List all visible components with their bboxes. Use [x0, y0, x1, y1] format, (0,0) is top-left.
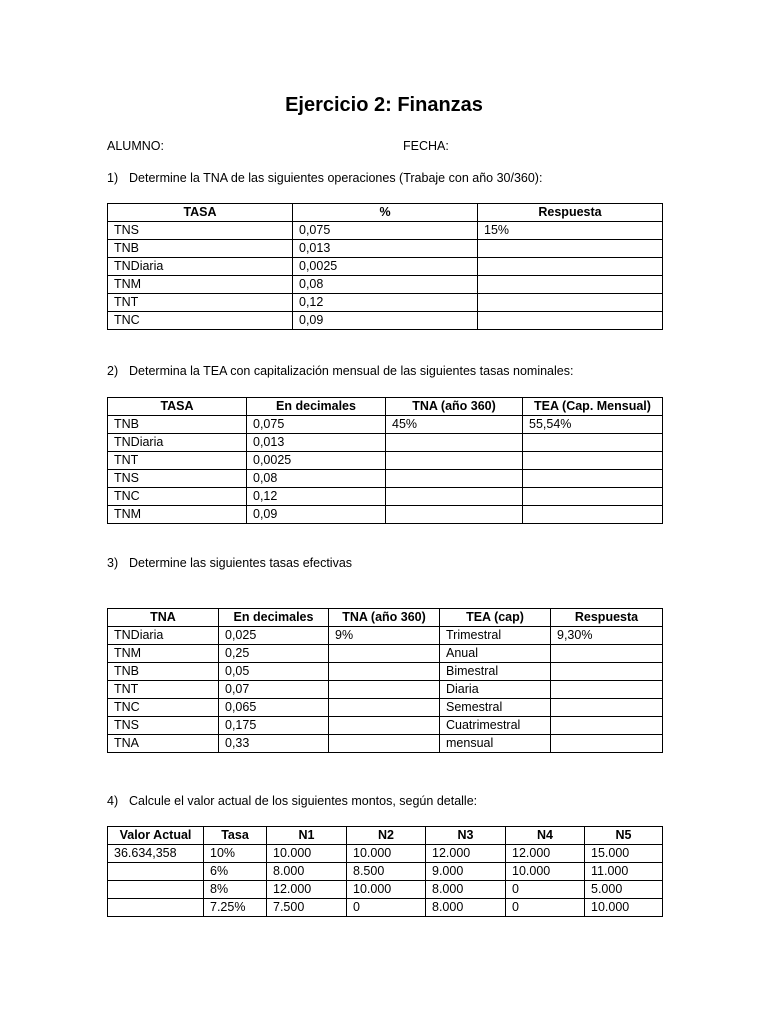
- table-cell: [329, 645, 440, 663]
- table-cell: [386, 506, 523, 524]
- table-cell: 5.000: [585, 881, 663, 899]
- table-cell: TNC: [108, 312, 293, 330]
- question-4-number: 4): [107, 794, 119, 808]
- table-cell: 10.000: [506, 863, 585, 881]
- table-cell: [108, 881, 204, 899]
- table-cell: [386, 452, 523, 470]
- table-cell: 9.000: [426, 863, 506, 881]
- question-2-text: Determina la TEA con capitalización mensual de las siguientes tasas nominales:: [129, 364, 574, 378]
- table-cell: [108, 863, 204, 881]
- table-4-header-cell: Tasa: [204, 827, 267, 845]
- table-cell: TNC: [108, 699, 219, 717]
- table-cell: TNS: [108, 222, 293, 240]
- table-cell: [523, 488, 663, 506]
- table-2-header-cell: TEA (Cap. Mensual): [523, 398, 663, 416]
- table-row: [108, 488, 663, 506]
- table-cell: 0,12: [293, 294, 478, 312]
- table-cell: 0,013: [293, 240, 478, 258]
- table-cell: 8.000: [267, 863, 347, 881]
- table-cell: [329, 699, 440, 717]
- table-cell: 0: [347, 899, 426, 917]
- table-cell: [478, 294, 663, 312]
- table-1-header-cell: TASA: [108, 204, 293, 222]
- table-cell: 0,025: [219, 627, 329, 645]
- table-cell: 9%: [329, 627, 440, 645]
- table-row: [108, 881, 663, 899]
- table-cell: TNDiaria: [108, 434, 247, 452]
- table-cell: TNC: [108, 488, 247, 506]
- table-cell: 36.634,358: [108, 845, 204, 863]
- table-cell: [551, 681, 663, 699]
- table-cell: 0,33: [219, 735, 329, 753]
- table-cell: 0,075: [293, 222, 478, 240]
- table-cell: [386, 488, 523, 506]
- table-cell: 8.000: [426, 881, 506, 899]
- table-cell: [551, 699, 663, 717]
- table-row: [108, 717, 663, 735]
- question-4-text: Calcule el valor actual de los siguientes montos, según detalle:: [129, 794, 478, 808]
- table-cell: TNDiaria: [108, 258, 293, 276]
- table-cell: [329, 717, 440, 735]
- table-cell: TNS: [108, 470, 247, 488]
- table-4-header-cell: Valor Actual: [108, 827, 204, 845]
- table-cell: 12.000: [506, 845, 585, 863]
- table-cell: 0,09: [293, 312, 478, 330]
- table-3-header-cell: En decimales: [219, 609, 329, 627]
- table-row: [108, 735, 663, 753]
- table-1-header-cell: %: [293, 204, 478, 222]
- table-cell: [386, 470, 523, 488]
- table-cell: 10.000: [347, 845, 426, 863]
- table-4-header-cell: N3: [426, 827, 506, 845]
- table-cell: 15%: [478, 222, 663, 240]
- table-row: [108, 434, 663, 452]
- table-cell: 12.000: [267, 881, 347, 899]
- table-cell: 15.000: [585, 845, 663, 863]
- table-cell: TNDiaria: [108, 627, 219, 645]
- table-cell: 0,013: [247, 434, 386, 452]
- question-3: [107, 556, 352, 570]
- table-cell: 0,0025: [247, 452, 386, 470]
- table-3-header-cell: TNA (año 360): [329, 609, 440, 627]
- table-row: [108, 312, 663, 330]
- table-2-header-cell: TASA: [108, 398, 247, 416]
- question-2-number: 2): [107, 364, 119, 378]
- table-cell: TNT: [108, 681, 219, 699]
- table-cell: TNM: [108, 276, 293, 294]
- table-cell: 7.25%: [204, 899, 267, 917]
- table-row: [108, 645, 663, 663]
- question-4: [107, 794, 477, 808]
- table-cell: [551, 717, 663, 735]
- table-1-header-row: [108, 204, 663, 222]
- table-2-header-cell: En decimales: [247, 398, 386, 416]
- table-cell: 10%: [204, 845, 267, 863]
- table-row: [108, 627, 663, 645]
- page-title: Ejercicio 2: Finanzas: [285, 94, 483, 116]
- table-cell: 11.000: [585, 863, 663, 881]
- table-cell: [523, 452, 663, 470]
- table-cell: [386, 434, 523, 452]
- table-3-header-cell: Respuesta: [551, 609, 663, 627]
- table-row: [108, 258, 663, 276]
- table-cell: 0,08: [247, 470, 386, 488]
- table-cell: 6%: [204, 863, 267, 881]
- table-cell: [329, 663, 440, 681]
- table-cell: 8.500: [347, 863, 426, 881]
- question-3-text: Determine las siguientes tasas efectivas: [129, 556, 353, 570]
- table-cell: TNA: [108, 735, 219, 753]
- table-cell: 8.000: [426, 899, 506, 917]
- table-4-header-cell: N4: [506, 827, 585, 845]
- table-cell: Anual: [440, 645, 551, 663]
- table-cell: TNT: [108, 452, 247, 470]
- question-1-text: Determine la TNA de las siguientes operaciones (Trabaje con año 30/360):: [129, 171, 543, 185]
- table-row: [108, 276, 663, 294]
- table-cell: 0,05: [219, 663, 329, 681]
- table-cell: 10.000: [347, 881, 426, 899]
- table-cell: 0,07: [219, 681, 329, 699]
- table-cell: TNM: [108, 506, 247, 524]
- table-3-header-cell: TEA (cap): [440, 609, 551, 627]
- table-cell: 9,30%: [551, 627, 663, 645]
- table-row: [108, 416, 663, 434]
- table-cell: Semestral: [440, 699, 551, 717]
- table-row: [108, 681, 663, 699]
- table-4: [107, 826, 663, 917]
- table-cell: mensual: [440, 735, 551, 753]
- table-3: [107, 608, 663, 753]
- table-cell: [329, 735, 440, 753]
- table-cell: 12.000: [426, 845, 506, 863]
- table-cell: TNB: [108, 240, 293, 258]
- table-cell: 0,25: [219, 645, 329, 663]
- table-4-header-cell: N2: [347, 827, 426, 845]
- table-row: [108, 452, 663, 470]
- table-cell: [478, 276, 663, 294]
- table-4-header-row: [108, 827, 663, 845]
- table-row: [108, 294, 663, 312]
- table-1-header-cell: Respuesta: [478, 204, 663, 222]
- table-cell: [523, 434, 663, 452]
- table-cell: 0,09: [247, 506, 386, 524]
- table-4-header-cell: N1: [267, 827, 347, 845]
- table-cell: 0,075: [247, 416, 386, 434]
- question-1-number: 1): [107, 171, 119, 185]
- table-cell: [108, 899, 204, 917]
- table-cell: Diaria: [440, 681, 551, 699]
- table-row: [108, 663, 663, 681]
- table-cell: Trimestral: [440, 627, 551, 645]
- question-1: [107, 171, 542, 185]
- table-row: [108, 506, 663, 524]
- table-cell: [523, 506, 663, 524]
- table-cell: 0,12: [247, 488, 386, 506]
- table-cell: 10.000: [267, 845, 347, 863]
- table-cell: [551, 663, 663, 681]
- table-cell: TNB: [108, 663, 219, 681]
- table-cell: 7.500: [267, 899, 347, 917]
- table-cell: 0,0025: [293, 258, 478, 276]
- table-cell: 0,175: [219, 717, 329, 735]
- table-row: [108, 863, 663, 881]
- table-cell: TNB: [108, 416, 247, 434]
- table-cell: 45%: [386, 416, 523, 434]
- table-cell: Bimestral: [440, 663, 551, 681]
- table-cell: [478, 312, 663, 330]
- table-cell: TNS: [108, 717, 219, 735]
- table-cell: 10.000: [585, 899, 663, 917]
- table-3-header-cell: TNA: [108, 609, 219, 627]
- alumno-label: ALUMNO:: [107, 139, 164, 153]
- table-2-header-cell: TNA (año 360): [386, 398, 523, 416]
- fecha-label: FECHA:: [403, 139, 449, 153]
- question-2: [107, 364, 573, 378]
- table-cell: 0,065: [219, 699, 329, 717]
- table-row: [108, 470, 663, 488]
- table-row: [108, 699, 663, 717]
- table-cell: [329, 681, 440, 699]
- table-cell: 0: [506, 881, 585, 899]
- table-cell: 8%: [204, 881, 267, 899]
- table-row: [108, 222, 663, 240]
- table-2-header-row: [108, 398, 663, 416]
- table-cell: TNT: [108, 294, 293, 312]
- table-cell: [551, 645, 663, 663]
- table-cell: [478, 258, 663, 276]
- table-1: [107, 203, 663, 330]
- question-3-number: 3): [107, 556, 119, 570]
- table-2: [107, 397, 663, 524]
- table-cell: [551, 735, 663, 753]
- table-cell: [523, 470, 663, 488]
- table-3-header-row: [108, 609, 663, 627]
- table-cell: 0: [506, 899, 585, 917]
- table-cell: 0,08: [293, 276, 478, 294]
- table-row: [108, 899, 663, 917]
- table-4-header-cell: N5: [585, 827, 663, 845]
- table-cell: TNM: [108, 645, 219, 663]
- table-cell: Cuatrimestral: [440, 717, 551, 735]
- table-row: [108, 845, 663, 863]
- table-row: [108, 240, 663, 258]
- table-cell: 55,54%: [523, 416, 663, 434]
- table-cell: [478, 240, 663, 258]
